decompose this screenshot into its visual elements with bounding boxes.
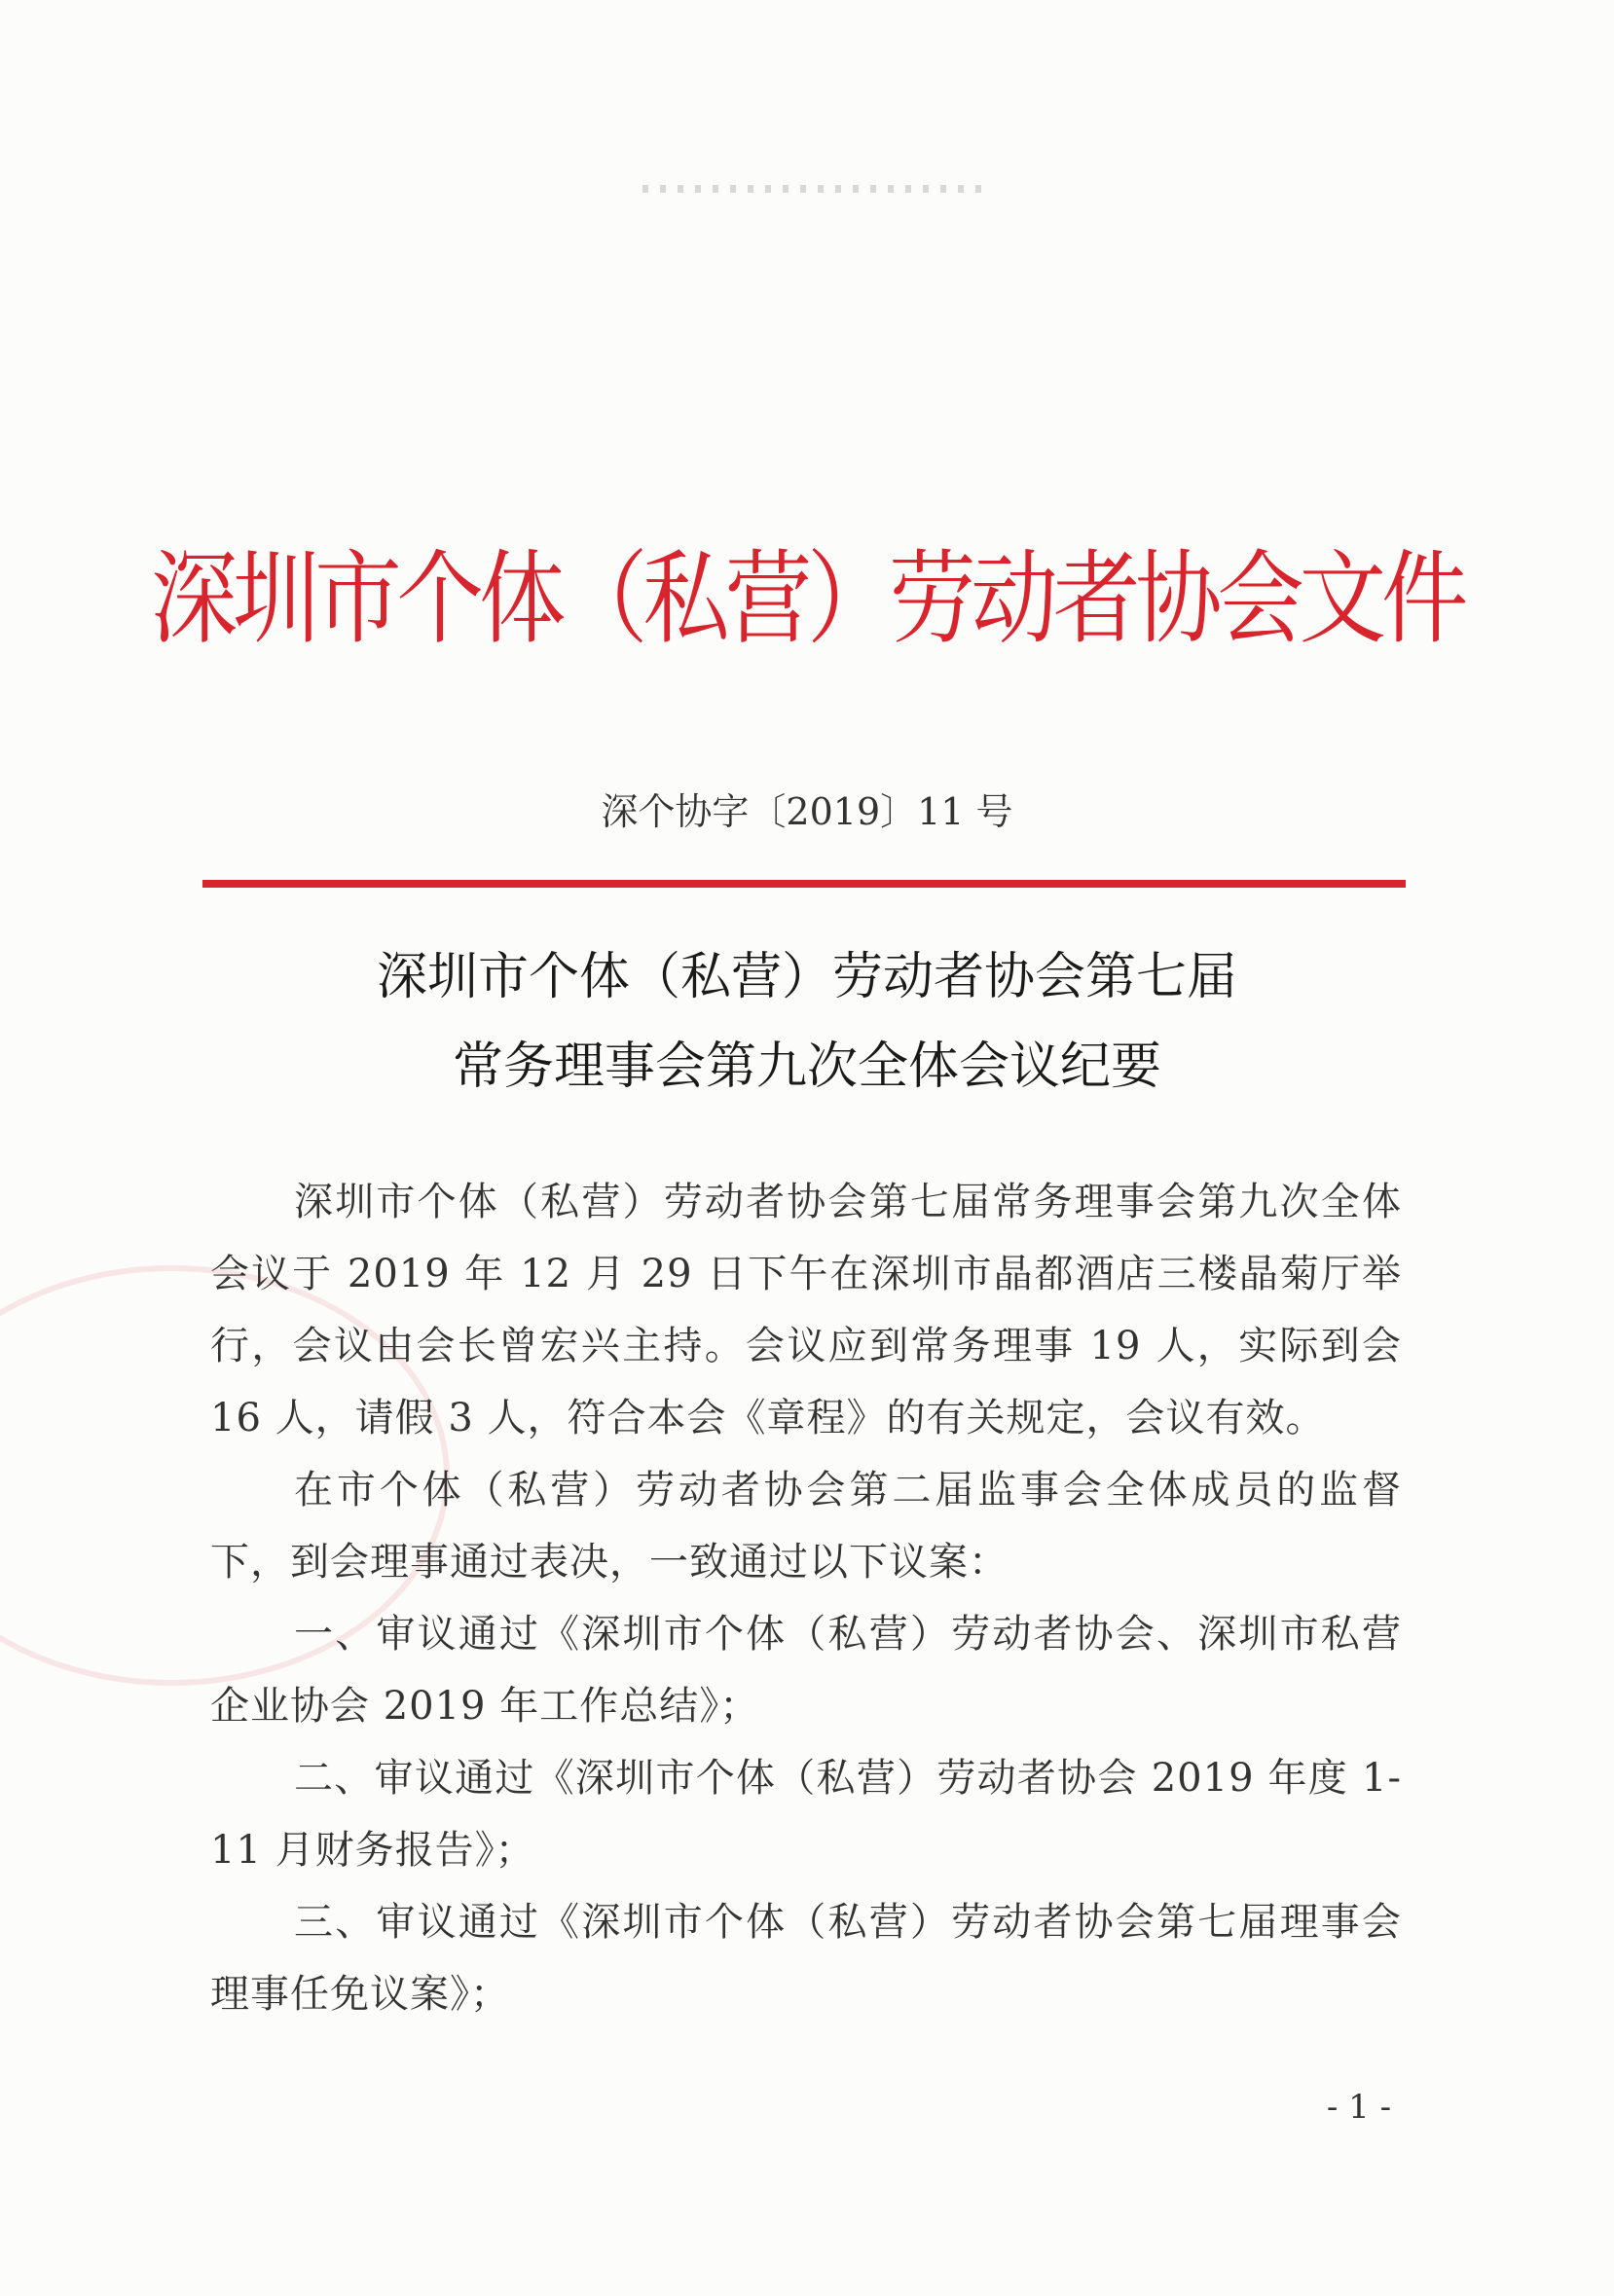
scan-artifact <box>642 185 993 193</box>
page-number: - 1 - <box>1326 2088 1392 2127</box>
meeting-title-line-2: 常务理事会第九次全体会议纪要 <box>452 1038 1161 1096</box>
document-header-title: 深圳市个体（私营）劳动者协会文件 <box>150 539 1464 658</box>
body-paragraph: 深圳市个体（私营）劳动者协会第七届常务理事会第九次全体会议于 2019 年 12 月 29 日下午在深圳市晶都酒店三楼晶菊厅举行，会议由会长曾宏兴主持。会议应到常务理事 19 人，实际到会 16 人，请假 3 人，符合本会《章程》的有关规定，会议有效。 <box>210 1180 1402 1440</box>
meeting-title <box>0 932 1614 1112</box>
body-paragraph: 在市个体（私营）劳动者协会第二届监事会全体成员的监督下，到会理事通过表决，一致通过以下议案： <box>210 1468 1402 1585</box>
meeting-title-line-1: 深圳市个体（私营）劳动者协会第七届 <box>376 948 1237 1006</box>
body-paragraph: 一、审议通过《深圳市个体（私营）劳动者协会、深圳市私营企业协会 2019 年工作总结》； <box>210 1612 1402 1729</box>
body-paragraph: 三、审议通过《深圳市个体（私营）劳动者协会第七届理事会理事任免议案》； <box>210 1900 1402 2017</box>
red-divider-line <box>202 880 1406 888</box>
document-body <box>210 1166 1402 2030</box>
document-number: 深个协字〔2019〕11 号 <box>601 790 1013 833</box>
body-paragraph: 二、审议通过《深圳市个体（私营）劳动者协会 2019 年度 1-11 月财务报告》； <box>210 1756 1402 1873</box>
